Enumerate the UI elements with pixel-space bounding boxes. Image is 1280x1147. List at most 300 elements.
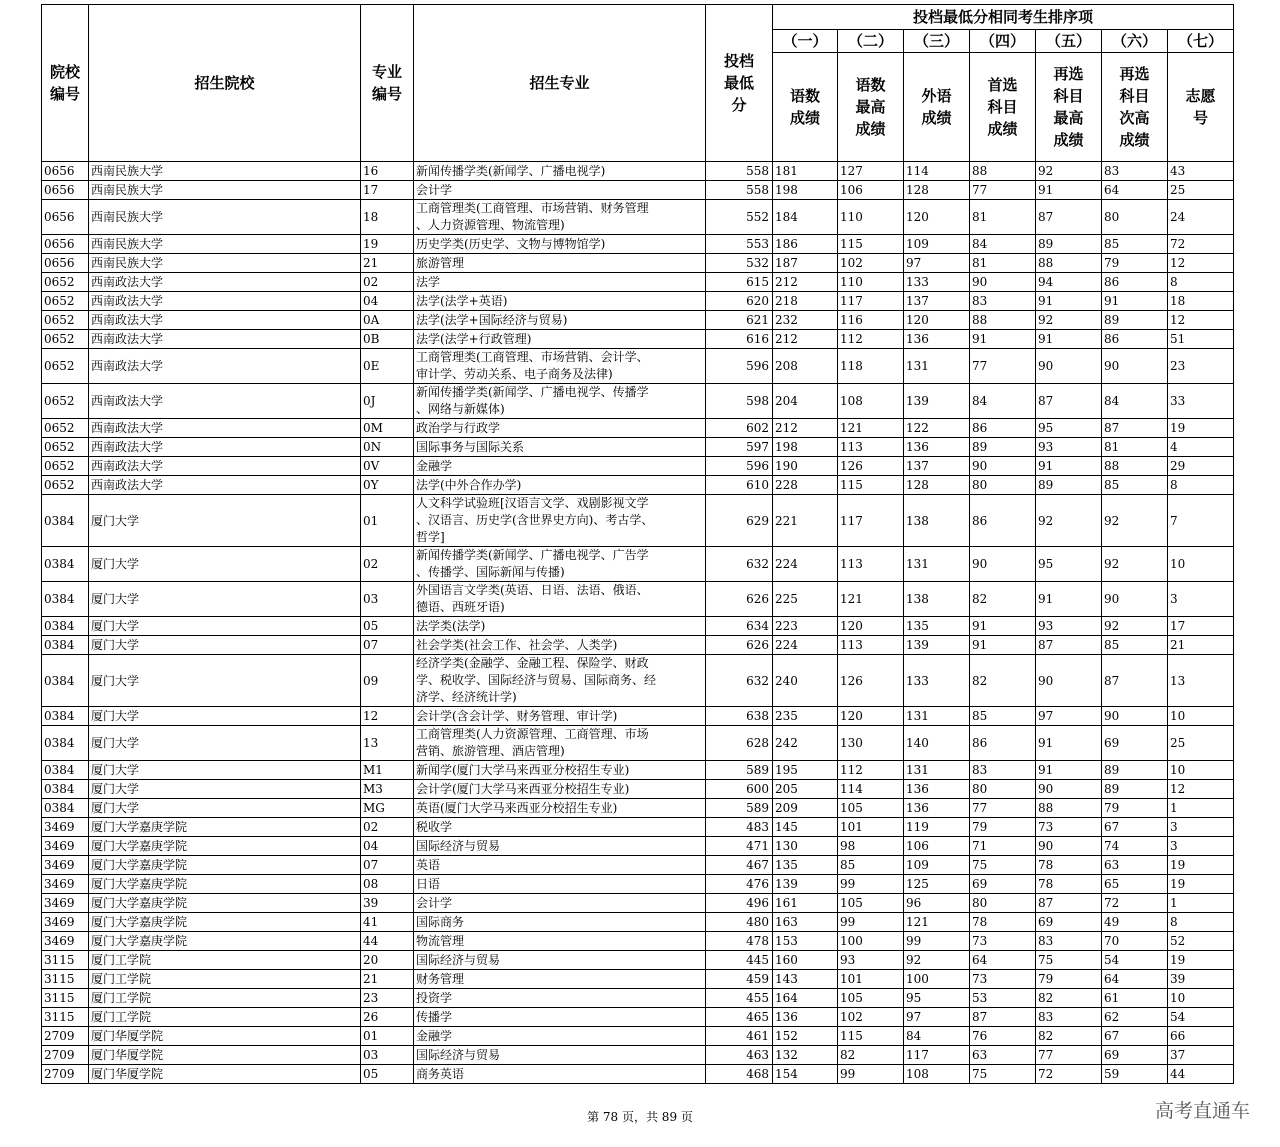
score-4-cell: 86 [970, 726, 1036, 761]
table-row [42, 856, 1234, 875]
score-1-cell: 184 [773, 200, 838, 235]
score-4-cell: 80 [970, 476, 1036, 495]
score-1-cell: 160 [773, 951, 838, 970]
score-1-cell: 198 [773, 181, 838, 200]
min-score-cell: 463 [706, 1046, 773, 1065]
score-3-cell: 136 [904, 780, 970, 799]
score-3-cell: 138 [904, 582, 970, 617]
school-name-cell: 西南民族大学 [89, 181, 361, 200]
major-name-cell: 英语(厦门大学马来西亚分校招生专业) [414, 799, 706, 818]
score-3-cell: 137 [904, 292, 970, 311]
major-code-cell: 17 [361, 181, 414, 200]
score-6-cell: 85 [1102, 235, 1168, 254]
major-name-cell [414, 200, 706, 235]
major-name-cell: 财务管理 [414, 970, 706, 989]
score-4-cell: 81 [970, 200, 1036, 235]
table-body [42, 162, 1234, 1084]
score-4-cell: 88 [970, 162, 1036, 181]
major-code-cell: 39 [361, 894, 414, 913]
major-code-cell: 01 [361, 495, 414, 547]
school-name-cell: 厦门大学 [89, 799, 361, 818]
major-name-cell: 法学 [414, 273, 706, 292]
major-name-line: 、汉语言、历史学(含世界史方向)、考古学、 [416, 513, 654, 527]
school-code-cell: 0656 [42, 200, 89, 235]
score-5-cell: 92 [1036, 162, 1102, 181]
score-4-cell: 73 [970, 932, 1036, 951]
score-6-cell: 64 [1102, 181, 1168, 200]
score-4-cell: 88 [970, 311, 1036, 330]
table-row [42, 292, 1234, 311]
score-5-cell: 69 [1036, 913, 1102, 932]
score-7-cell: 13 [1168, 655, 1234, 707]
score-4-cell: 69 [970, 875, 1036, 894]
major-name-cell [414, 547, 706, 582]
header-major-name: 招生专业 [414, 5, 706, 162]
table-row [42, 476, 1234, 495]
score-4-cell: 82 [970, 582, 1036, 617]
school-code-cell: 3469 [42, 894, 89, 913]
score-6-cell: 90 [1102, 582, 1168, 617]
major-code-cell: 09 [361, 655, 414, 707]
major-code-cell: 03 [361, 1046, 414, 1065]
major-code-cell: 21 [361, 970, 414, 989]
score-7-cell: 17 [1168, 617, 1234, 636]
header-tiebreak-title: 投档最低分相同考生排序项 [773, 5, 1234, 30]
major-name-line: 济学、经济统计学) [416, 690, 517, 704]
score-6-cell: 67 [1102, 818, 1168, 837]
header-tiebreak-num: （五） [1036, 30, 1102, 53]
school-code-cell: 0384 [42, 617, 89, 636]
score-2-cell: 93 [838, 951, 904, 970]
score-1-cell: 218 [773, 292, 838, 311]
school-code-cell: 3469 [42, 913, 89, 932]
school-code-cell: 0652 [42, 438, 89, 457]
header-tiebreak-label: 外语 成绩 [904, 53, 970, 162]
score-4-cell: 77 [970, 181, 1036, 200]
score-7-cell: 19 [1168, 419, 1234, 438]
school-code-cell: 0384 [42, 707, 89, 726]
score-3-cell: 139 [904, 636, 970, 655]
score-4-cell: 75 [970, 856, 1036, 875]
major-name-cell [414, 495, 706, 547]
score-3-cell: 131 [904, 349, 970, 384]
min-score-cell: 558 [706, 181, 773, 200]
score-6-cell: 65 [1102, 875, 1168, 894]
min-score-cell: 467 [706, 856, 773, 875]
school-name-cell: 厦门大学嘉庚学院 [89, 856, 361, 875]
school-name-cell: 厦门大学 [89, 582, 361, 617]
min-score-cell: 632 [706, 655, 773, 707]
score-1-cell: 136 [773, 1008, 838, 1027]
major-name-line: 、传播学、国际新闻与传播) [416, 565, 565, 579]
table-row [42, 495, 1234, 547]
score-2-cell: 105 [838, 989, 904, 1008]
table-row [42, 932, 1234, 951]
school-code-cell: 0652 [42, 384, 89, 419]
major-code-cell: 04 [361, 837, 414, 856]
major-name-line: 营销、旅游管理、酒店管理) [416, 744, 565, 758]
table-row [42, 582, 1234, 617]
score-6-cell: 63 [1102, 856, 1168, 875]
score-6-cell: 69 [1102, 726, 1168, 761]
school-name-cell: 西南政法大学 [89, 273, 361, 292]
major-name-cell: 新闻传播学类(新闻学、广播电视学) [414, 162, 706, 181]
school-code-cell: 3469 [42, 837, 89, 856]
score-3-cell: 96 [904, 894, 970, 913]
score-7-cell: 4 [1168, 438, 1234, 457]
score-5-cell: 89 [1036, 235, 1102, 254]
score-2-cell: 121 [838, 582, 904, 617]
score-1-cell: 181 [773, 162, 838, 181]
major-name-line: 、网络与新媒体) [416, 402, 505, 416]
score-5-cell: 87 [1036, 894, 1102, 913]
major-code-cell: 08 [361, 875, 414, 894]
score-7-cell: 19 [1168, 856, 1234, 875]
score-5-cell: 95 [1036, 419, 1102, 438]
score-4-cell: 91 [970, 330, 1036, 349]
admission-score-table [41, 4, 1234, 1084]
score-4-cell: 75 [970, 1065, 1036, 1084]
school-code-cell: 2709 [42, 1065, 89, 1084]
min-score-cell: 596 [706, 457, 773, 476]
major-code-cell: 41 [361, 913, 414, 932]
school-code-cell: 0384 [42, 761, 89, 780]
score-5-cell: 91 [1036, 330, 1102, 349]
table-row [42, 384, 1234, 419]
major-name-cell: 会计学(厦门大学马来西亚分校招生专业) [414, 780, 706, 799]
table-row [42, 1046, 1234, 1065]
major-code-cell: 05 [361, 617, 414, 636]
table-row [42, 273, 1234, 292]
score-1-cell: 209 [773, 799, 838, 818]
score-7-cell: 7 [1168, 495, 1234, 547]
major-name-line: 工商管理类(人力资源管理、工商管理、市场 [416, 727, 649, 741]
score-7-cell: 10 [1168, 761, 1234, 780]
school-code-cell: 0652 [42, 292, 89, 311]
score-6-cell: 87 [1102, 419, 1168, 438]
min-score-cell: 634 [706, 617, 773, 636]
score-1-cell: 205 [773, 780, 838, 799]
score-7-cell: 19 [1168, 951, 1234, 970]
score-6-cell: 85 [1102, 636, 1168, 655]
score-5-cell: 95 [1036, 547, 1102, 582]
school-code-cell: 0384 [42, 495, 89, 547]
header-tiebreak-label: 志愿 号 [1168, 53, 1234, 162]
table-row [42, 438, 1234, 457]
major-name-cell: 会计学 [414, 894, 706, 913]
score-3-cell: 136 [904, 438, 970, 457]
school-name-cell: 厦门大学 [89, 780, 361, 799]
table-row [42, 235, 1234, 254]
score-2-cell: 121 [838, 419, 904, 438]
major-name-line: 新闻传播学类(新闻学、广播电视学、传播学 [416, 385, 649, 399]
school-code-cell: 0384 [42, 582, 89, 617]
school-code-cell: 0384 [42, 655, 89, 707]
score-4-cell: 86 [970, 495, 1036, 547]
score-2-cell: 113 [838, 547, 904, 582]
table-row [42, 1065, 1234, 1084]
major-code-cell: 0V [361, 457, 414, 476]
school-code-cell: 0652 [42, 330, 89, 349]
score-6-cell: 84 [1102, 384, 1168, 419]
major-name-cell: 会计学(含会计学、财务管理、审计学) [414, 707, 706, 726]
score-4-cell: 80 [970, 780, 1036, 799]
score-7-cell: 18 [1168, 292, 1234, 311]
min-score-cell: 476 [706, 875, 773, 894]
school-code-cell: 0656 [42, 254, 89, 273]
score-7-cell: 43 [1168, 162, 1234, 181]
major-code-cell: 21 [361, 254, 414, 273]
watermark: 高考直通车 [1154, 1100, 1250, 1122]
score-3-cell: 100 [904, 970, 970, 989]
min-score-cell: 638 [706, 707, 773, 726]
score-3-cell: 108 [904, 1065, 970, 1084]
min-score-cell: 553 [706, 235, 773, 254]
score-5-cell: 91 [1036, 726, 1102, 761]
score-2-cell: 130 [838, 726, 904, 761]
school-name-cell: 西南政法大学 [89, 292, 361, 311]
min-score-cell: 600 [706, 780, 773, 799]
score-1-cell: 242 [773, 726, 838, 761]
major-name-cell [414, 655, 706, 707]
school-code-cell: 3115 [42, 970, 89, 989]
school-name-cell: 西南政法大学 [89, 384, 361, 419]
score-2-cell: 117 [838, 292, 904, 311]
score-1-cell: 164 [773, 989, 838, 1008]
score-7-cell: 44 [1168, 1065, 1234, 1084]
school-name-cell: 西南政法大学 [89, 349, 361, 384]
score-2-cell: 117 [838, 495, 904, 547]
score-2-cell: 127 [838, 162, 904, 181]
min-score-cell: 483 [706, 818, 773, 837]
score-5-cell: 79 [1036, 970, 1102, 989]
score-2-cell: 113 [838, 636, 904, 655]
min-score-cell: 597 [706, 438, 773, 457]
table-row [42, 1008, 1234, 1027]
major-code-cell: 0B [361, 330, 414, 349]
score-1-cell: 163 [773, 913, 838, 932]
score-4-cell: 78 [970, 913, 1036, 932]
score-2-cell: 120 [838, 707, 904, 726]
score-4-cell: 87 [970, 1008, 1036, 1027]
school-name-cell: 西南民族大学 [89, 200, 361, 235]
score-1-cell: 152 [773, 1027, 838, 1046]
major-code-cell: 01 [361, 1027, 414, 1046]
score-3-cell: 136 [904, 799, 970, 818]
score-3-cell: 95 [904, 989, 970, 1008]
score-4-cell: 79 [970, 818, 1036, 837]
score-4-cell: 81 [970, 254, 1036, 273]
major-name-cell: 历史学类(历史学、文物与博物馆学) [414, 235, 706, 254]
score-7-cell: 8 [1168, 476, 1234, 495]
school-name-cell: 厦门大学 [89, 636, 361, 655]
school-code-cell: 0384 [42, 636, 89, 655]
score-3-cell: 133 [904, 273, 970, 292]
score-6-cell: 61 [1102, 989, 1168, 1008]
min-score-cell: 628 [706, 726, 773, 761]
table-row [42, 875, 1234, 894]
school-name-cell: 厦门大学嘉庚学院 [89, 913, 361, 932]
score-6-cell: 74 [1102, 837, 1168, 856]
score-6-cell: 89 [1102, 780, 1168, 799]
table-row [42, 311, 1234, 330]
major-name-line: 外国语言文学类(英语、日语、法语、俄语、 [416, 583, 649, 597]
table-row [42, 457, 1234, 476]
major-name-line: 哲学] [416, 530, 445, 544]
score-6-cell: 62 [1102, 1008, 1168, 1027]
school-name-cell: 西南民族大学 [89, 235, 361, 254]
major-name-cell: 社会学类(社会工作、社会学、人类学) [414, 636, 706, 655]
score-6-cell: 86 [1102, 273, 1168, 292]
score-6-cell: 67 [1102, 1027, 1168, 1046]
major-name-cell: 法学(中外合作办学) [414, 476, 706, 495]
score-1-cell: 187 [773, 254, 838, 273]
score-6-cell: 79 [1102, 799, 1168, 818]
score-7-cell: 3 [1168, 582, 1234, 617]
header-min-score: 投档 最低 分 [706, 5, 773, 162]
header-tiebreak-num: （二） [838, 30, 904, 53]
table-row [42, 200, 1234, 235]
school-name-cell: 厦门工学院 [89, 989, 361, 1008]
major-name-cell: 金融学 [414, 457, 706, 476]
major-name-line: 工商管理类(工商管理、市场营销、会计学、 [416, 350, 649, 364]
major-code-cell: 07 [361, 636, 414, 655]
table-row [42, 655, 1234, 707]
table-row [42, 1027, 1234, 1046]
major-name-cell: 旅游管理 [414, 254, 706, 273]
header-tiebreak-label: 语数 成绩 [773, 53, 838, 162]
school-code-cell: 0656 [42, 235, 89, 254]
table-row [42, 419, 1234, 438]
score-4-cell: 80 [970, 894, 1036, 913]
score-3-cell: 128 [904, 181, 970, 200]
school-name-cell: 西南政法大学 [89, 457, 361, 476]
score-1-cell: 212 [773, 330, 838, 349]
major-name-cell: 会计学 [414, 181, 706, 200]
score-7-cell: 12 [1168, 254, 1234, 273]
table-row [42, 617, 1234, 636]
score-1-cell: 224 [773, 636, 838, 655]
school-code-cell: 3115 [42, 951, 89, 970]
major-name-cell: 新闻学(厦门大学马来西亚分校招生专业) [414, 761, 706, 780]
score-1-cell: 225 [773, 582, 838, 617]
score-2-cell: 120 [838, 617, 904, 636]
major-name-cell: 法学(法学+英语) [414, 292, 706, 311]
major-code-cell: 04 [361, 292, 414, 311]
school-code-cell: 0652 [42, 273, 89, 292]
score-2-cell: 112 [838, 330, 904, 349]
score-3-cell: 131 [904, 707, 970, 726]
header-tiebreak-num: （七） [1168, 30, 1234, 53]
min-score-cell: 461 [706, 1027, 773, 1046]
major-code-cell: M3 [361, 780, 414, 799]
major-code-cell: 0M [361, 419, 414, 438]
min-score-cell: 465 [706, 1008, 773, 1027]
score-5-cell: 89 [1036, 476, 1102, 495]
score-5-cell: 78 [1036, 875, 1102, 894]
score-5-cell: 75 [1036, 951, 1102, 970]
header-school-name: 招生院校 [89, 5, 361, 162]
score-4-cell: 90 [970, 457, 1036, 476]
score-6-cell: 59 [1102, 1065, 1168, 1084]
score-1-cell: 212 [773, 419, 838, 438]
score-1-cell: 212 [773, 273, 838, 292]
score-7-cell: 23 [1168, 349, 1234, 384]
table-row [42, 818, 1234, 837]
table-row [42, 799, 1234, 818]
score-1-cell: 145 [773, 818, 838, 837]
major-name-cell: 金融学 [414, 1027, 706, 1046]
school-code-cell: 2709 [42, 1027, 89, 1046]
min-score-cell: 468 [706, 1065, 773, 1084]
score-5-cell: 92 [1036, 311, 1102, 330]
major-name-cell: 投资学 [414, 989, 706, 1008]
major-name-cell: 传播学 [414, 1008, 706, 1027]
score-2-cell: 110 [838, 273, 904, 292]
table-row [42, 547, 1234, 582]
score-7-cell: 10 [1168, 707, 1234, 726]
header-school-code: 院校 编号 [42, 5, 89, 162]
score-5-cell: 82 [1036, 1027, 1102, 1046]
score-7-cell: 3 [1168, 837, 1234, 856]
min-score-cell: 552 [706, 200, 773, 235]
score-5-cell: 87 [1036, 384, 1102, 419]
score-5-cell: 91 [1036, 457, 1102, 476]
score-5-cell: 87 [1036, 636, 1102, 655]
score-2-cell: 115 [838, 476, 904, 495]
score-7-cell: 39 [1168, 970, 1234, 989]
score-6-cell: 81 [1102, 438, 1168, 457]
score-5-cell: 91 [1036, 761, 1102, 780]
school-name-cell: 厦门大学嘉庚学院 [89, 894, 361, 913]
score-2-cell: 106 [838, 181, 904, 200]
major-name-cell: 国际事务与国际关系 [414, 438, 706, 457]
score-6-cell: 87 [1102, 655, 1168, 707]
score-5-cell: 87 [1036, 200, 1102, 235]
score-1-cell: 204 [773, 384, 838, 419]
min-score-cell: 478 [706, 932, 773, 951]
school-name-cell: 西南民族大学 [89, 162, 361, 181]
score-2-cell: 105 [838, 799, 904, 818]
score-6-cell: 89 [1102, 761, 1168, 780]
score-7-cell: 8 [1168, 273, 1234, 292]
admission-score-table-container [41, 4, 1233, 1084]
score-2-cell: 99 [838, 875, 904, 894]
table-header [42, 5, 1234, 162]
score-5-cell: 78 [1036, 856, 1102, 875]
score-4-cell: 90 [970, 547, 1036, 582]
score-4-cell: 90 [970, 273, 1036, 292]
score-5-cell: 91 [1036, 292, 1102, 311]
score-1-cell: 208 [773, 349, 838, 384]
major-code-cell: MG [361, 799, 414, 818]
header-tiebreak-num: （三） [904, 30, 970, 53]
score-7-cell: 19 [1168, 875, 1234, 894]
table-row [42, 254, 1234, 273]
score-5-cell: 73 [1036, 818, 1102, 837]
score-1-cell: 154 [773, 1065, 838, 1084]
score-6-cell: 92 [1102, 495, 1168, 547]
school-code-cell: 3469 [42, 875, 89, 894]
score-5-cell: 90 [1036, 780, 1102, 799]
score-2-cell: 115 [838, 1027, 904, 1046]
score-7-cell: 66 [1168, 1027, 1234, 1046]
school-code-cell: 3115 [42, 989, 89, 1008]
major-name-cell [414, 349, 706, 384]
school-name-cell: 厦门大学嘉庚学院 [89, 818, 361, 837]
score-4-cell: 85 [970, 707, 1036, 726]
score-6-cell: 88 [1102, 457, 1168, 476]
